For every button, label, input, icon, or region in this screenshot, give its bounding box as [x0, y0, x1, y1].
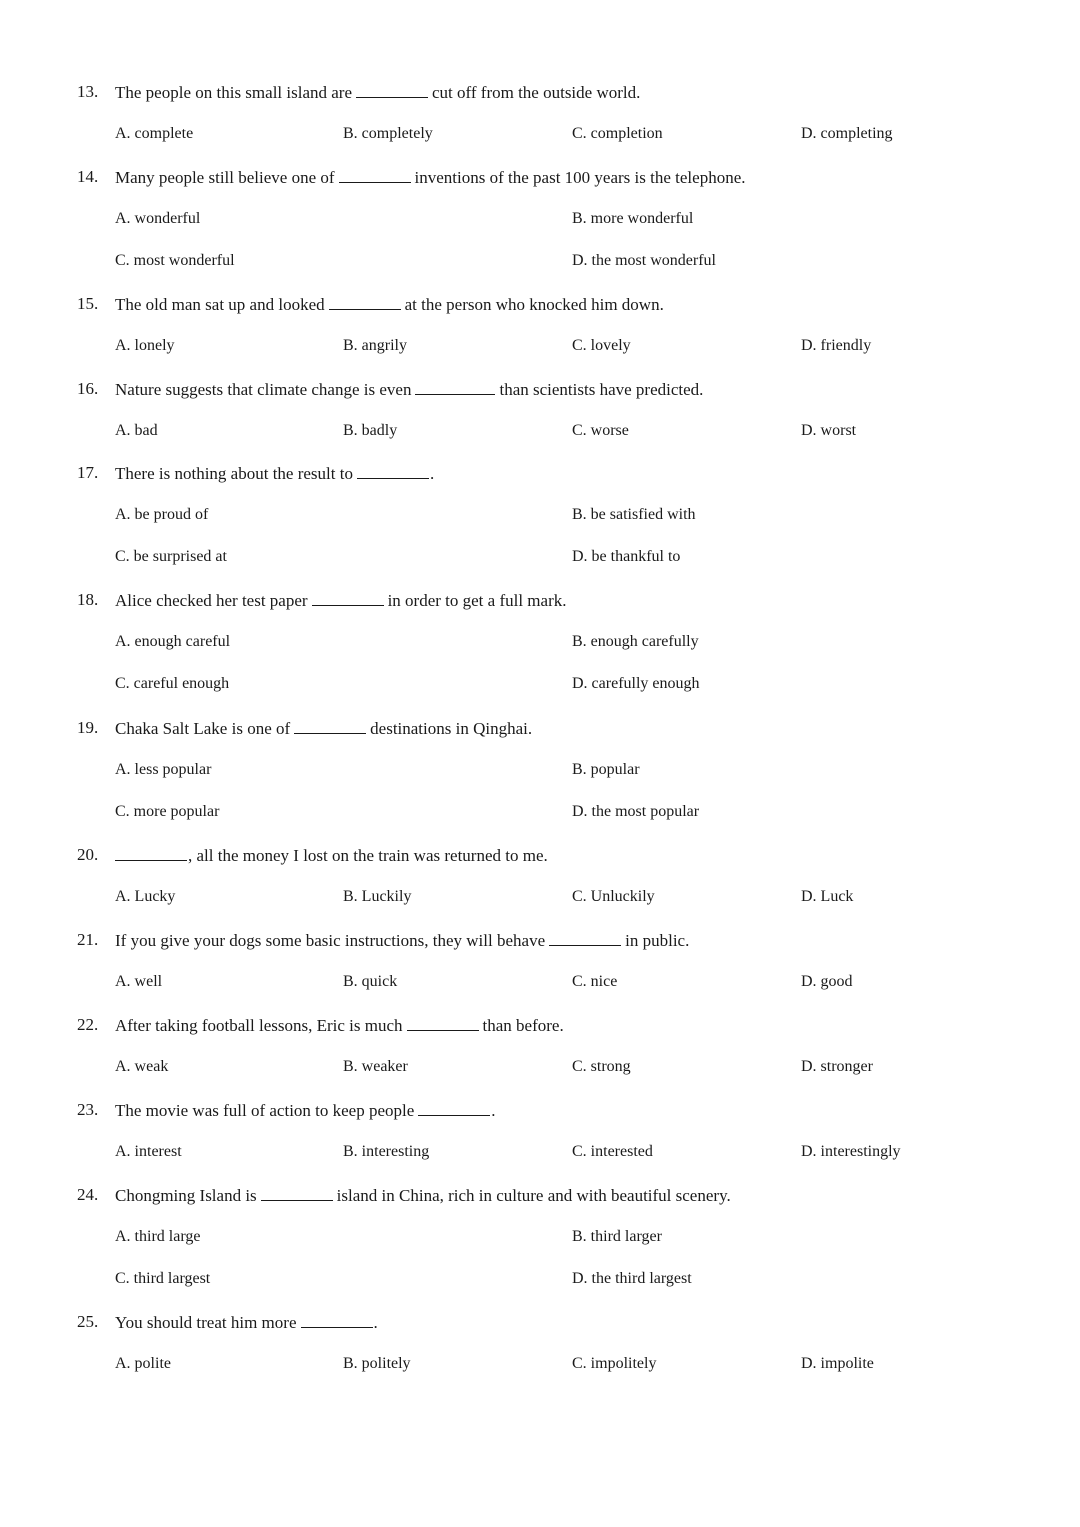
answer-blank[interactable]: [549, 929, 621, 946]
question-text-before: The people on this small island are: [115, 83, 352, 102]
question-text-after: destinations in Qinghai.: [370, 719, 533, 738]
option-c[interactable]: C. more popular: [115, 803, 220, 820]
option-b[interactable]: B. politely: [343, 1355, 411, 1372]
answer-blank[interactable]: [418, 1099, 490, 1116]
question-text-after: .: [429, 464, 435, 483]
option-a[interactable]: A. weak: [115, 1058, 169, 1075]
question-stem: [115, 589, 566, 612]
question-stem: [115, 844, 548, 867]
question-text-before: You should treat him more: [115, 1313, 297, 1332]
option-c[interactable]: C. lovely: [572, 337, 631, 354]
option-a[interactable]: A. bad: [115, 422, 158, 439]
option-a[interactable]: A. be proud of: [115, 506, 209, 523]
option-d[interactable]: D. completing: [801, 125, 893, 142]
option-c[interactable]: C. be surprised at: [115, 548, 227, 565]
question-number: 23.: [77, 1100, 99, 1119]
question-text-before: After taking football lessons, Eric is much: [115, 1016, 403, 1035]
option-a[interactable]: A. lonely: [115, 337, 175, 354]
question-stem: [115, 1184, 731, 1207]
option-b[interactable]: B. badly: [343, 422, 398, 439]
option-b[interactable]: B. enough carefully: [572, 633, 699, 650]
option-d[interactable]: D. the third largest: [572, 1270, 692, 1287]
option-b[interactable]: B. completely: [343, 125, 433, 142]
question-text-after: in order to get a full mark.: [387, 591, 567, 610]
question-text-before: There is nothing about the result to: [115, 464, 353, 483]
option-c[interactable]: C. Unluckily: [572, 888, 655, 905]
option-d[interactable]: D. impolite: [801, 1355, 874, 1372]
option-b[interactable]: B. weaker: [343, 1058, 408, 1075]
option-c[interactable]: C. impolitely: [572, 1355, 657, 1372]
option-d[interactable]: D. interestingly: [801, 1143, 901, 1160]
question-text-before: If you give your dogs some basic instructions, they will behave: [115, 931, 546, 950]
question-text-before: Chongming Island is: [115, 1186, 257, 1205]
option-c[interactable]: C. third largest: [115, 1270, 211, 1287]
question-text-after: .: [491, 1101, 496, 1120]
option-c[interactable]: C. most wonderful: [115, 252, 235, 269]
answer-blank[interactable]: [329, 293, 401, 310]
answer-blank[interactable]: [415, 378, 495, 395]
question-number: 22.: [77, 1015, 99, 1034]
question-text-before: The old man sat up and looked: [115, 295, 325, 314]
option-d[interactable]: D. carefully enough: [572, 675, 700, 692]
question-number: 21.: [77, 930, 99, 949]
question-text-after: .: [373, 1313, 378, 1332]
option-d[interactable]: D. Luck: [801, 888, 854, 905]
option-c[interactable]: C. strong: [572, 1058, 631, 1075]
answer-blank[interactable]: [339, 166, 411, 183]
question-number: 19.: [77, 718, 99, 737]
option-b[interactable]: B. interesting: [343, 1143, 430, 1160]
option-d[interactable]: D. stronger: [801, 1058, 873, 1075]
question-stem: [115, 1311, 378, 1334]
option-b[interactable]: B. more wonderful: [572, 210, 694, 227]
option-a[interactable]: A. third large: [115, 1228, 201, 1245]
option-a[interactable]: A. enough careful: [115, 633, 231, 650]
question-stem: [115, 293, 664, 316]
answer-blank[interactable]: [294, 717, 366, 734]
answer-blank[interactable]: [301, 1311, 373, 1328]
question-number: 24.: [77, 1185, 99, 1204]
option-b[interactable]: B. angrily: [343, 337, 407, 354]
option-a[interactable]: A. Lucky: [115, 888, 176, 905]
question-stem: [115, 378, 703, 401]
answer-blank[interactable]: [115, 844, 187, 861]
option-c[interactable]: C. worse: [572, 422, 629, 439]
question-number: 25.: [77, 1312, 99, 1331]
option-a[interactable]: A. polite: [115, 1355, 171, 1372]
question-stem: [115, 929, 689, 952]
option-c[interactable]: C. careful enough: [115, 675, 230, 692]
answer-blank[interactable]: [356, 81, 428, 98]
option-a[interactable]: A. wonderful: [115, 210, 201, 227]
question-text-before: Chaka Salt Lake is one of: [115, 719, 291, 738]
option-c[interactable]: C. completion: [572, 125, 663, 142]
answer-blank[interactable]: [357, 462, 429, 479]
question-stem: [115, 717, 532, 740]
question-stem: [115, 462, 434, 485]
question-text-before: Alice checked her test paper: [115, 591, 308, 610]
option-b[interactable]: B. be satisfied with: [572, 506, 696, 523]
option-c[interactable]: C. interested: [572, 1143, 653, 1160]
option-a[interactable]: A. well: [115, 973, 163, 990]
question-text-after: than scientists have predicted.: [499, 380, 704, 399]
answer-blank[interactable]: [261, 1184, 333, 1201]
option-d[interactable]: D. the most popular: [572, 803, 700, 820]
option-d[interactable]: D. the most wonderful: [572, 252, 716, 269]
question-text-before: Nature suggests that climate change is even: [115, 380, 412, 399]
question-text-before: Many people still believe one of: [115, 168, 335, 187]
question-stem: [115, 166, 745, 189]
question-text-after: inventions of the past 100 years is the telephone.: [414, 168, 746, 187]
question-number: 17.: [77, 463, 99, 482]
question-text-after: than before.: [482, 1016, 564, 1035]
answer-blank[interactable]: [312, 589, 384, 606]
question-stem: [115, 1014, 564, 1037]
answer-blank[interactable]: [407, 1014, 479, 1031]
question-text-after: , all the money I lost on the train was returned to me.: [188, 846, 548, 865]
option-d[interactable]: D. be thankful to: [572, 548, 681, 565]
option-a[interactable]: A. interest: [115, 1143, 182, 1160]
question-number: 15.: [77, 294, 99, 313]
option-b[interactable]: B. quick: [343, 973, 398, 990]
option-d[interactable]: D. friendly: [801, 337, 872, 354]
question-number: 18.: [77, 590, 99, 609]
question-number: 20.: [77, 845, 99, 864]
option-b[interactable]: B. popular: [572, 761, 640, 778]
option-b[interactable]: B. third larger: [572, 1228, 662, 1245]
question-stem: [115, 1099, 496, 1122]
question-text-after: at the person who knocked him down.: [404, 295, 664, 314]
option-a[interactable]: A. complete: [115, 125, 194, 142]
option-d[interactable]: D. worst: [801, 422, 857, 439]
question-number: 13.: [77, 82, 99, 101]
question-text-after: in public.: [625, 931, 690, 950]
question-stem: [115, 81, 640, 104]
question-text-before: The movie was full of action to keep people: [115, 1101, 415, 1120]
option-a[interactable]: A. less popular: [115, 761, 212, 778]
option-b[interactable]: B. Luckily: [343, 888, 412, 905]
question-number: 16.: [77, 379, 99, 398]
question-text-after: island in China, rich in culture and with beautiful scenery.: [336, 1186, 731, 1205]
question-number: 14.: [77, 167, 99, 186]
question-text-after: cut off from the outside world.: [432, 83, 641, 102]
option-c[interactable]: C. nice: [572, 973, 618, 990]
option-d[interactable]: D. good: [801, 973, 853, 990]
